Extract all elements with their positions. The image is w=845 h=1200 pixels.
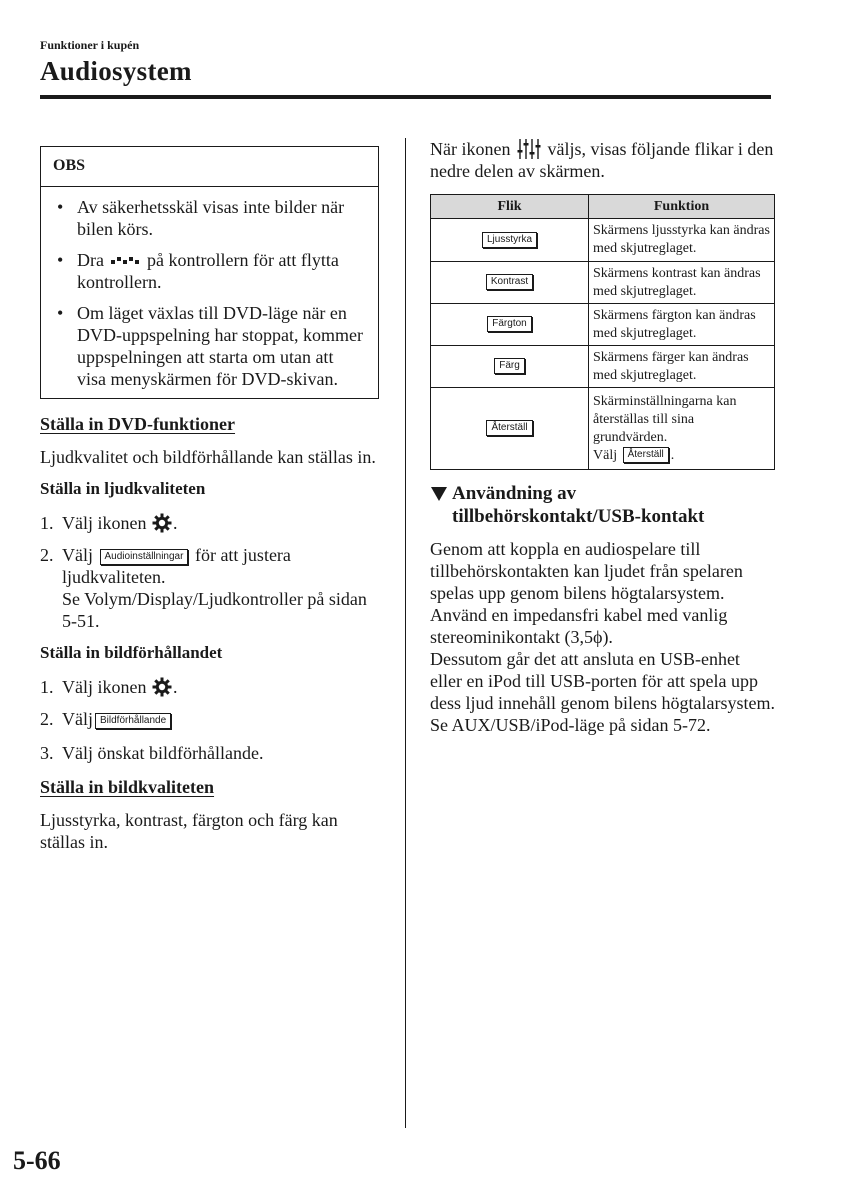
tabs-intro bbox=[430, 138, 775, 182]
tab-label: Färgton bbox=[487, 316, 531, 332]
heading-line: Användning av bbox=[452, 483, 577, 504]
step-period: . bbox=[172, 513, 178, 533]
function-text: . bbox=[670, 447, 675, 463]
dvd-intro: Ljudkvalitet och bildförhållande kan ställas in. bbox=[40, 447, 376, 467]
obs-item bbox=[53, 249, 366, 293]
aspect-step-3 bbox=[40, 742, 380, 764]
table-row bbox=[431, 304, 775, 346]
gear-icon bbox=[152, 677, 172, 697]
step-text: Välj önskat bildförhållande. bbox=[62, 743, 264, 763]
step-text: Välj ikonen bbox=[62, 677, 147, 697]
obs-item-text-before: Dra bbox=[77, 250, 104, 270]
dvd-heading: Ställa in DVD-funktioner bbox=[40, 414, 236, 434]
step-reference: Se Volym/Display/Ljudkontroller på sidan 5-51. bbox=[62, 589, 367, 631]
column-divider bbox=[405, 138, 406, 1128]
sound-heading: Ställa in ljudkvaliteten bbox=[40, 479, 206, 498]
function-cell bbox=[589, 388, 775, 470]
step-number: 1. bbox=[40, 513, 54, 533]
picture-text: Ljusstyrka, kontrast, färgton och färg kan ställas in. bbox=[40, 810, 338, 852]
obs-item-text: Om läget växlas till DVD-läge när en DVD-uppspelning har stoppat, kommer uppspelningen att starta om utan att visa menyskärmen för DVD-skivan. bbox=[77, 303, 363, 389]
aux-paragraph: Dessutom går det att ansluta en USB-enhet eller en iPod till USB-porten för att spela upp dess ljud innehåll genom bilens högtalarsystem. bbox=[430, 649, 775, 713]
obs-item bbox=[53, 196, 366, 240]
step-text: Välj bbox=[62, 545, 93, 565]
step-text: Välj ikonen bbox=[62, 513, 147, 533]
reset-tab-label: Återställ bbox=[623, 447, 669, 463]
table-row bbox=[431, 262, 775, 304]
step-period: . bbox=[172, 677, 178, 697]
intro-text: När ikonen bbox=[430, 139, 511, 159]
obs-item-text-after: på kontrollern för att flytta kontrollern. bbox=[77, 250, 339, 292]
function-cell: Skärmens ljusstyrka kan ändras med skjutreglaget. bbox=[589, 219, 775, 262]
obs-item-text: Av säkerhetsskäl visas inte bilder när bilen körs. bbox=[77, 197, 345, 239]
gear-icon bbox=[152, 513, 172, 533]
function-cell: Skärmens färgton kan ändras med skjutreglaget. bbox=[589, 304, 775, 346]
step-text: för att justera ljudkvaliteten. bbox=[62, 545, 291, 587]
table-row bbox=[431, 388, 775, 470]
aspect-step-1 bbox=[40, 676, 380, 698]
bullet-icon: • bbox=[57, 250, 64, 270]
step-text: Välj bbox=[62, 709, 93, 729]
equalizer-icon bbox=[517, 138, 541, 160]
tab-cell bbox=[431, 219, 589, 262]
right-column bbox=[430, 138, 775, 736]
aspect-heading: Ställa in bildförhållandet bbox=[40, 643, 223, 662]
aux-paragraph: Genom att koppla en audiospelare till tillbehörskontakten kan ljudet från spelaren spelas upp genom bilens högtalarsystem. bbox=[430, 539, 743, 603]
bullet-icon: • bbox=[57, 303, 64, 323]
obs-title: OBS bbox=[41, 147, 378, 187]
step-number: 2. bbox=[40, 545, 54, 565]
aspect-ratio-tab-label: Bildförhållande bbox=[95, 713, 171, 729]
table-header: Flik bbox=[431, 195, 589, 219]
function-cell: Skärmens färger kan ändras med skjutreglaget. bbox=[589, 346, 775, 388]
obs-item bbox=[53, 302, 366, 390]
heading-line: tillbehörskontakt/USB-kontakt bbox=[452, 506, 705, 527]
tab-cell bbox=[431, 388, 589, 470]
table-header: Funktion bbox=[589, 195, 775, 219]
obs-note-box bbox=[40, 146, 379, 399]
tab-label: Färg bbox=[494, 358, 525, 374]
tab-cell bbox=[431, 262, 589, 304]
function-text: Skärminställningarna kan återställas till sina grundvärden. bbox=[593, 393, 737, 445]
obs-list bbox=[41, 187, 378, 398]
step-number: 1. bbox=[40, 677, 54, 697]
aux-paragraph: Se AUX/USB/iPod-läge på sidan 5-72. bbox=[430, 715, 711, 735]
audio-settings-tab-label: Audioinställningar bbox=[100, 549, 189, 565]
tab-label: Återställ bbox=[486, 420, 532, 436]
function-cell: Skärmens kontrast kan ändras med skjutreglaget. bbox=[589, 262, 775, 304]
step-number: 3. bbox=[40, 743, 54, 763]
title-rule bbox=[40, 95, 771, 99]
function-text: Välj bbox=[593, 447, 618, 463]
tab-label: Kontrast bbox=[486, 274, 533, 290]
table-row bbox=[431, 219, 775, 262]
left-column bbox=[40, 146, 380, 853]
page-title: Audiosystem bbox=[40, 56, 192, 86]
aux-usb-heading bbox=[430, 482, 775, 528]
sound-step-1 bbox=[40, 512, 380, 534]
tab-cell bbox=[431, 304, 589, 346]
triangle-down-icon bbox=[430, 486, 448, 502]
picture-heading: Ställa in bildkvaliteten bbox=[40, 777, 215, 797]
aux-paragraph: Använd en impedansfri kabel med vanlig stereominikontakt (3,5ϕ). bbox=[430, 605, 728, 647]
section-label: Funktioner i kupén bbox=[40, 38, 140, 52]
aspect-step-2 bbox=[40, 708, 380, 730]
sound-step-2 bbox=[40, 544, 380, 632]
bullet-icon: • bbox=[57, 197, 64, 217]
page-number: 5-66 bbox=[13, 1146, 61, 1175]
tab-function-table bbox=[430, 194, 775, 470]
step-number: 2. bbox=[40, 709, 54, 729]
tab-label: Ljusstyrka bbox=[482, 232, 537, 248]
table-row bbox=[431, 346, 775, 388]
intro-text: väljs, visas följande flikar i den nedre delen av skärmen. bbox=[430, 139, 774, 181]
dots-icon bbox=[110, 255, 140, 267]
tab-cell bbox=[431, 346, 589, 388]
